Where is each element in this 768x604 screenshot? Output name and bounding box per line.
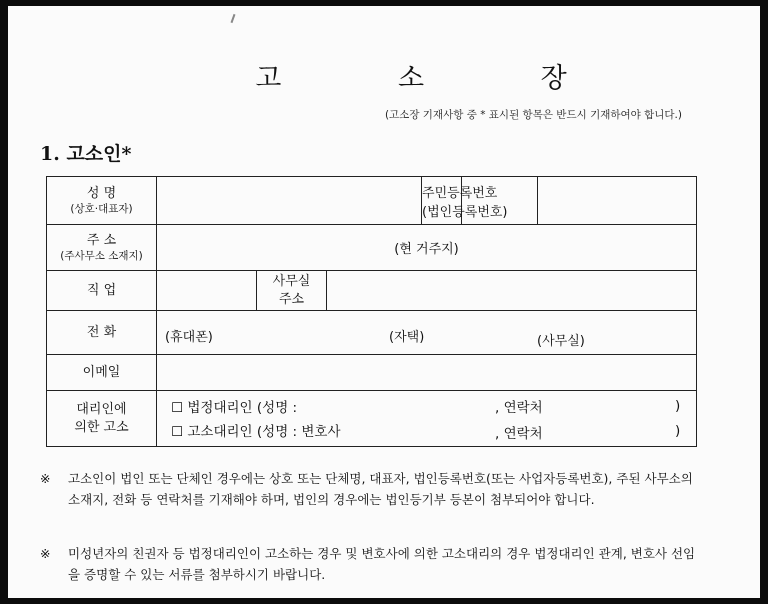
name-field[interactable] [157, 177, 422, 225]
phone-mobile-label: (휴대폰) [165, 329, 213, 345]
note-text: 미성년자의 친권자 등 법정대리인이 고소하는 경우 및 변호사에 의한 고소대리의 경우 법정대리인 관계, 변호사 선임을 증명할 수 있는 서류를 첨부하시기 바랍니다. [68, 546, 696, 582]
legal-agent-contact: , 연락처 [495, 400, 543, 416]
phone-home-label: (자택) [389, 329, 425, 345]
document-title: 고 소 장 [255, 63, 621, 94]
lawyer-agent-contact: , 연락처 [495, 426, 543, 442]
document-page [8, 6, 760, 598]
agent-label-cell [47, 391, 157, 447]
instruction-note: (고소장 기재사항 중 * 표시된 항목은 반드시 기재하여야 합니다.) [384, 109, 682, 121]
agent-label-line1: 대리인에 [76, 401, 127, 417]
office-label-line1: 사무실 [272, 273, 311, 289]
note-corporation [40, 468, 700, 510]
lawyer-agent-paren: ) [675, 423, 681, 439]
email-field[interactable] [157, 355, 697, 391]
legal-agent-option[interactable]: ☐ 법정대리인 (성명 : [171, 400, 298, 416]
phone-label: 전 화 [47, 311, 157, 355]
office-label-cell [257, 271, 327, 311]
address-label-cell [47, 225, 157, 271]
resident-field[interactable] [538, 177, 696, 224]
scan-speck [231, 14, 236, 23]
note-text: 고소인이 법인 또는 단체인 경우에는 상호 또는 단체명, 대표자, 법인등록번호(또는 사업자등록번호), 주된 사무소의 소재지, 전화 등 연락처를 기재해야 하며, 법인의 경우에는 법인등기부 등본이 첨부되어야 합니다. [68, 471, 693, 507]
address-hint: (현 거주지) [394, 242, 459, 257]
lawyer-agent-option[interactable]: ☐ 고소대리인 (성명 : 변호사 [171, 424, 341, 440]
resident-cell [422, 177, 697, 225]
office-address-field[interactable] [327, 271, 697, 311]
office-label-line2: 주소 [278, 291, 305, 307]
phone-office-label: (사무실) [537, 333, 585, 349]
agent-label-line2: 의한 고소 [74, 419, 129, 435]
name-sublabel: (상호·대표자) [70, 203, 133, 216]
complainant-form [46, 176, 697, 447]
address-sublabel: (주사무소 소재지) [60, 250, 143, 263]
agent-field [157, 391, 697, 447]
name-label: 성 명 [86, 185, 117, 201]
resident-label: 주민등록번호 [422, 185, 498, 201]
note-mark: ※ [40, 546, 51, 561]
address-label: 주 소 [86, 232, 117, 248]
name-label-cell [47, 177, 157, 225]
job-label: 직 업 [47, 271, 157, 311]
note-minor [40, 543, 700, 585]
email-label: 이메일 [47, 355, 157, 391]
section-heading: 1. 고소인* [40, 143, 132, 165]
address-field[interactable] [157, 225, 697, 271]
legal-agent-paren: ) [675, 398, 681, 414]
note-mark: ※ [40, 471, 51, 486]
job-field[interactable] [157, 271, 257, 311]
phone-field[interactable] [157, 311, 697, 355]
resident-sublabel: (법인등록번호) [422, 204, 508, 220]
